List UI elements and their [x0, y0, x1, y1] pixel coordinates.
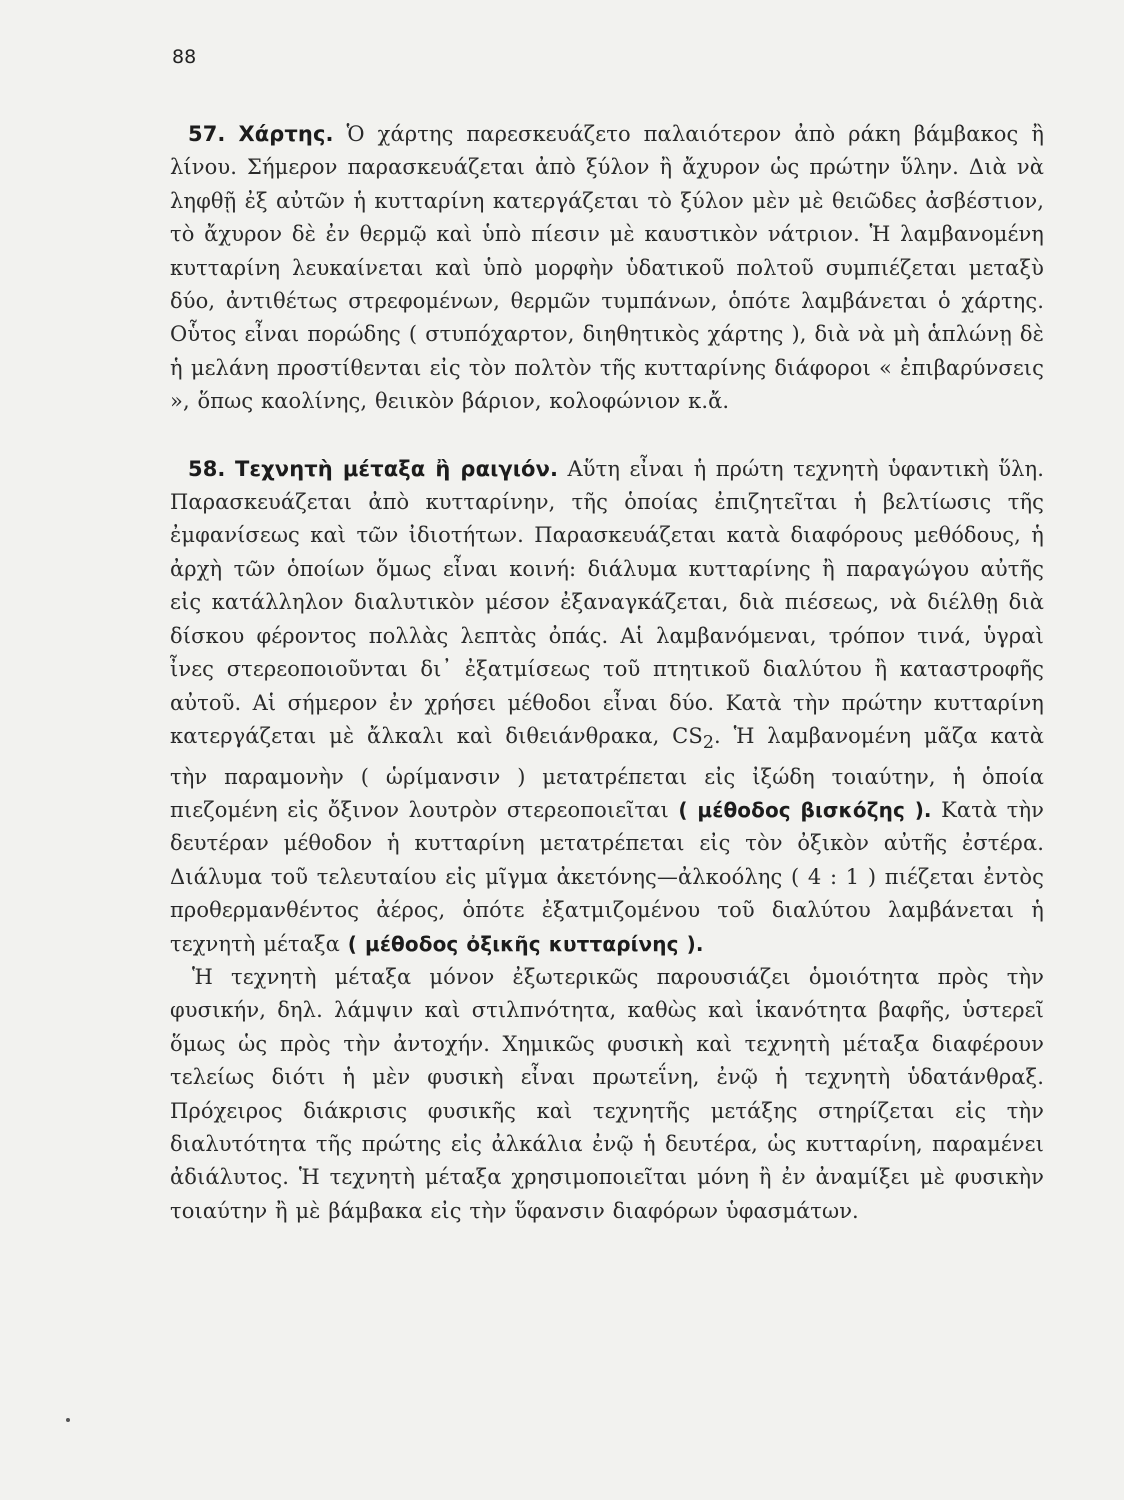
- section-57-number: 57.: [188, 122, 226, 146]
- section-58-body-part3: Κατὰ τὴν δευτέραν μέθοδον ἡ κυτταρίνη μετατρέπεται εἰς τὸν ὀξικὸν αὐτῆς ἐστέρα. Διάλυμα τοῦ τελευταίου εἰς μῖγμα ἀκετόνης—ἀλκοόλης ( 4 : 1 ) πιέζεται ἐντὸς προθερμανθέντος ἀέρος, ὁπότε ἐξατμιζομένου τοῦ διαλύτου λαμβάνεται ἡ τεχνητὴ μέταξα: [170, 797, 1044, 956]
- page-body: [170, 118, 1044, 1228]
- section-58-body-part2: . Ἡ λαμβανομένη μᾶζα κατὰ τὴν παραμονὴν ( ὡρίμανσιν ) μετατρέπεται εἰς ἰξώδη τοιαύτην, ἡ ὁποία πιεζομένη εἰς ὄξινον λουτρὸν στερεοποιεῖται: [170, 723, 1044, 822]
- scan-speck: [66, 1418, 70, 1422]
- page-number: 88: [172, 46, 197, 68]
- cs2-subscript: 2: [702, 733, 715, 754]
- section-57-body: Ὁ χάρτης παρεσκευάζετο παλαιότερον ἀπὸ ράκη βάμβακος ἢ λίνου. Σήμερον παρασκευάζεται ἀπὸ ξύλον ἢ ἄχυρον ὡς πρώτην ὕλην. Διὰ νὰ ληφθῇ ἐξ αὐτῶν ἡ κυτταρίνη κατεργάζεται τὸ ξύλον μὲν μὲ θειῶδες ἀσβέστιον, τὸ ἄχυρον δὲ ἐν θερμῷ καὶ ὑπὸ πίεσιν μὲ καυστικὸν νάτριον. Ἡ λαμβανομένη κυτταρίνη λευκαίνεται καὶ ὑπὸ μορφὴν ὑδατικοῦ πολτοῦ συμπιέζεται μεταξὺ δύο, ἀντιθέτως στρεφομένων, θερμῶν τυμπάνων, ὁπότε λαμβάνεται ὁ χάρτης. Οὗτος εἶναι πορώδης ( στυπόχαρτον, διηθητικὸς χάρτης ), διὰ νὰ μὴ ἁπλώνῃ δὲ ἡ μελάνη προστίθενται εἰς τὸν πολτὸν τῆς κυτταρίνης διάφοροι « ἐπιβαρύνσεις », ὅπως καολίνης, θειικὸν βάριον, κολοφώνιον κ.ἄ.: [170, 122, 1044, 414]
- method-viscose: ( μέθοδος βισκόζης ).: [678, 797, 932, 822]
- section-57: [170, 118, 1044, 419]
- section-58: [170, 453, 1044, 961]
- section-57-title: Χάρτης.: [238, 122, 334, 146]
- section-58-number: 58.: [188, 456, 226, 481]
- section-58-body-part1: Αὕτη εἶναι ἡ πρώτη τεχνητὴ ὑφαντικὴ ὕλη. Παρασκευάζεται ἀπὸ κυτταρίνην, τῆς ὁποίας ἐπιζητεῖται ἡ βελτίωσις τῆς ἐμφανίσεως καὶ τῶν ἰδιοτήτων. Παρασκευάζεται κατὰ διαφόρους μεθόδους, ἡ ἀρχὴ τῶν ὁποίων ὅμως εἶναι κοινή: διάλυμα κυτταρίνης ἢ παραγώγου αὐτῆς εἰς κατάλληλον διαλυτικὸν μέσον ἐξαναγκάζεται, διὰ πιέσεως, νὰ διέλθῃ διὰ δίσκου φέροντος πολλὰς λεπτὰς ὀπάς. Αἱ λαμβανόμεναι, τρόπον τινά, ὑγραὶ ἶνες στερεοποιοῦνται δι᾽ ἐξατμίσεως τοῦ πτητικοῦ διαλύτου ἢ καταστροφῆς αὐτοῦ. Αἱ σήμερον ἐν χρήσει μέθοδοι εἶναι δύο. Κατὰ τὴν πρώτην κυτταρίνη κατεργάζεται μὲ ἄλκαλι καὶ διθειάνθρακα, CS: [170, 456, 1044, 748]
- method-acetate: ( μέθοδος ὀξικῆς κυτταρίνης ).: [347, 931, 704, 956]
- section-58-title: Τεχνητὴ μέταξα ἢ ραιγιόν.: [234, 456, 559, 481]
- section-58-paragraph-2: Ἡ τεχνητὴ μέταξα μόνον ἐξωτερικῶς παρουσιάζει ὁμοιότητα πρὸς τὴν φυσικήν, δηλ. λάμψιν καὶ στιλπνότητα, καθὼς καὶ ἱκανότητα βαφῆς, ὑστερεῖ ὅμως ὡς πρὸς τὴν ἀντοχήν. Χημικῶς φυσικὴ καὶ τεχνητὴ μέταξα διαφέρουν τελείως διότι ἡ μὲν φυσικὴ εἶναι πρωτεΐνη, ἐνῷ ἡ τεχνητὴ ὑδατάνθραξ. Πρόχειρος διάκρισις φυσικῆς καὶ τεχνητῆς μετάξης στηρίζεται εἰς τὴν διαλυτότητα τῆς πρώτης εἰς ἀλκάλια ἐνῷ ἡ δευτέρα, ὡς κυτταρίνη, παραμένει ἀδιάλυτος. Ἡ τεχνητὴ μέταξα χρησιμοποιεῖται μόνη ἢ ἐν ἀναμίξει μὲ φυσικὴν τοιαύτην ἢ μὲ βάμβακα εἰς τὴν ὕφανσιν διαφόρων ὑφασμάτων.: [170, 964, 1044, 1223]
